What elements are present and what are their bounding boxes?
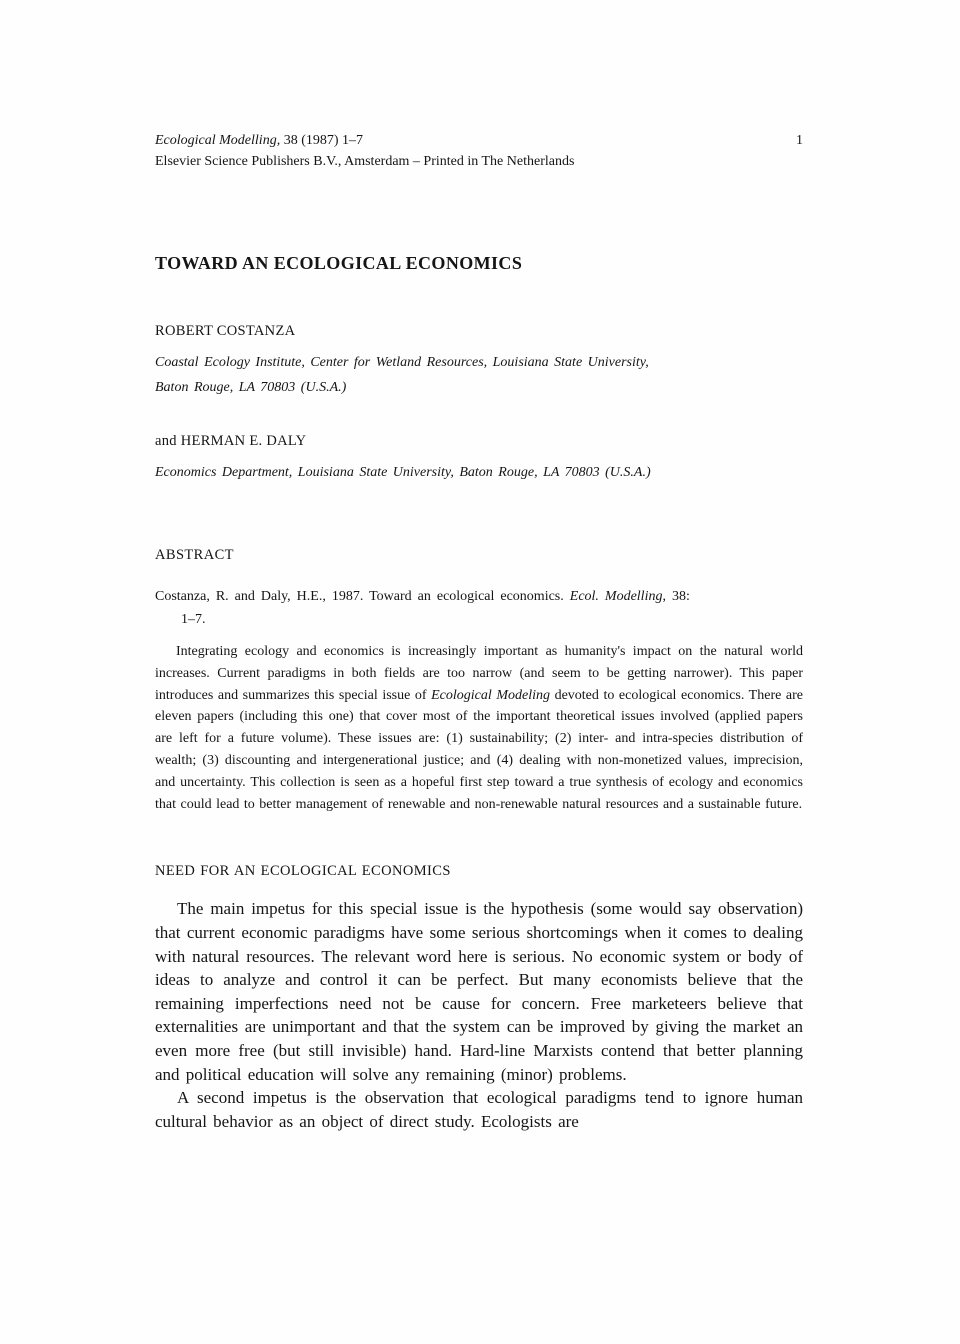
author-affiliation-daly xyxy=(155,460,803,485)
citation-journal-name: Ecol. Modelling xyxy=(569,589,663,604)
affiliation-line: Baton Rouge, LA 70803 (U.S.A.) xyxy=(155,380,347,395)
abstract-body xyxy=(155,641,803,815)
section-heading: NEED FOR AN ECOLOGICAL ECONOMICS xyxy=(155,863,451,880)
journal-reference xyxy=(155,130,363,151)
abstract-citation xyxy=(155,585,803,631)
affiliation-line: Coastal Ecology Institute, Center for Wetland Resources, Louisiana State University, xyxy=(155,355,649,370)
author-name-daly: and HERMAN E. DALY xyxy=(155,433,307,449)
body-paragraph: The main impetus for this special issue is the hypothesis (some would say observation) that current economic paradigms have some serious shortcomings when it comes to dealing with natural resources. The relevant word here is serious. No economic system or body of ideas to analyze and control it can be perfect. But many economists believe that the remaining imperfections need not be cause for concern. Free marketeers believe that externalities are unimportant and that the system can be improved by giving the market an even more free (but still invisible) hand. Hard-line Marxists contend that better planning and political education will solve any remaining (minor) problems. xyxy=(155,899,803,1084)
citation-pages: 1–7. xyxy=(181,612,206,627)
running-head xyxy=(155,130,803,151)
affiliation-line: Economics Department, Louisiana State University, Baton Rouge, LA 70803 (U.S.A.) xyxy=(155,465,651,480)
journal-name: Ecological Modelling, xyxy=(155,133,281,148)
author-affiliation-costanza xyxy=(155,350,803,400)
citation-volume: , 38: xyxy=(662,589,690,604)
abstract-heading: ABSTRACT xyxy=(155,547,234,563)
journal-issue-info: 38 (1987) 1–7 xyxy=(280,133,364,148)
body-paragraph: A second impetus is the observation that ecological paradigms tend to ignore human cultural behavior as an object of direct study. Ecologists are xyxy=(155,1088,803,1131)
abstract-text: Integrating ecology and economics is increasingly important as humanity's impact on the natural world increases. Current paradigms in both fields are too narrow (and seem to be getting narrower). This paper introduces and summarizes this special issue of xyxy=(155,644,803,703)
abstract-text: devoted to ecological economics. There are eleven papers (including this one) that cover most of the important theoretical issues involved (applied papers are left for a future volume). These issues are: (1) sustainability; (2) inter- and intra-species distribution of wealth; (3) discounting and intergenerational justice; and (4) dealing with non-monetized values, imprecision, and uncertainty. This collection is seen as a hopeful first step toward a true synthesis of ecology and economics that could lead to better management of renewable and non-renewable natural resources and a sustainable future. xyxy=(155,687,803,812)
author-name-costanza: ROBERT COSTANZA xyxy=(155,323,296,339)
article-title: TOWARD AN ECOLOGICAL ECONOMICS xyxy=(155,253,523,273)
abstract-journal-name: Ecological Modeling xyxy=(431,687,550,703)
page-number: 1 xyxy=(796,133,803,148)
citation-text: Costanza, R. and Daly, H.E., 1987. Toward an ecological economics. xyxy=(155,589,570,604)
publisher-line: Elsevier Science Publishers B.V., Amsterdam – Printed in The Netherlands xyxy=(155,154,575,169)
